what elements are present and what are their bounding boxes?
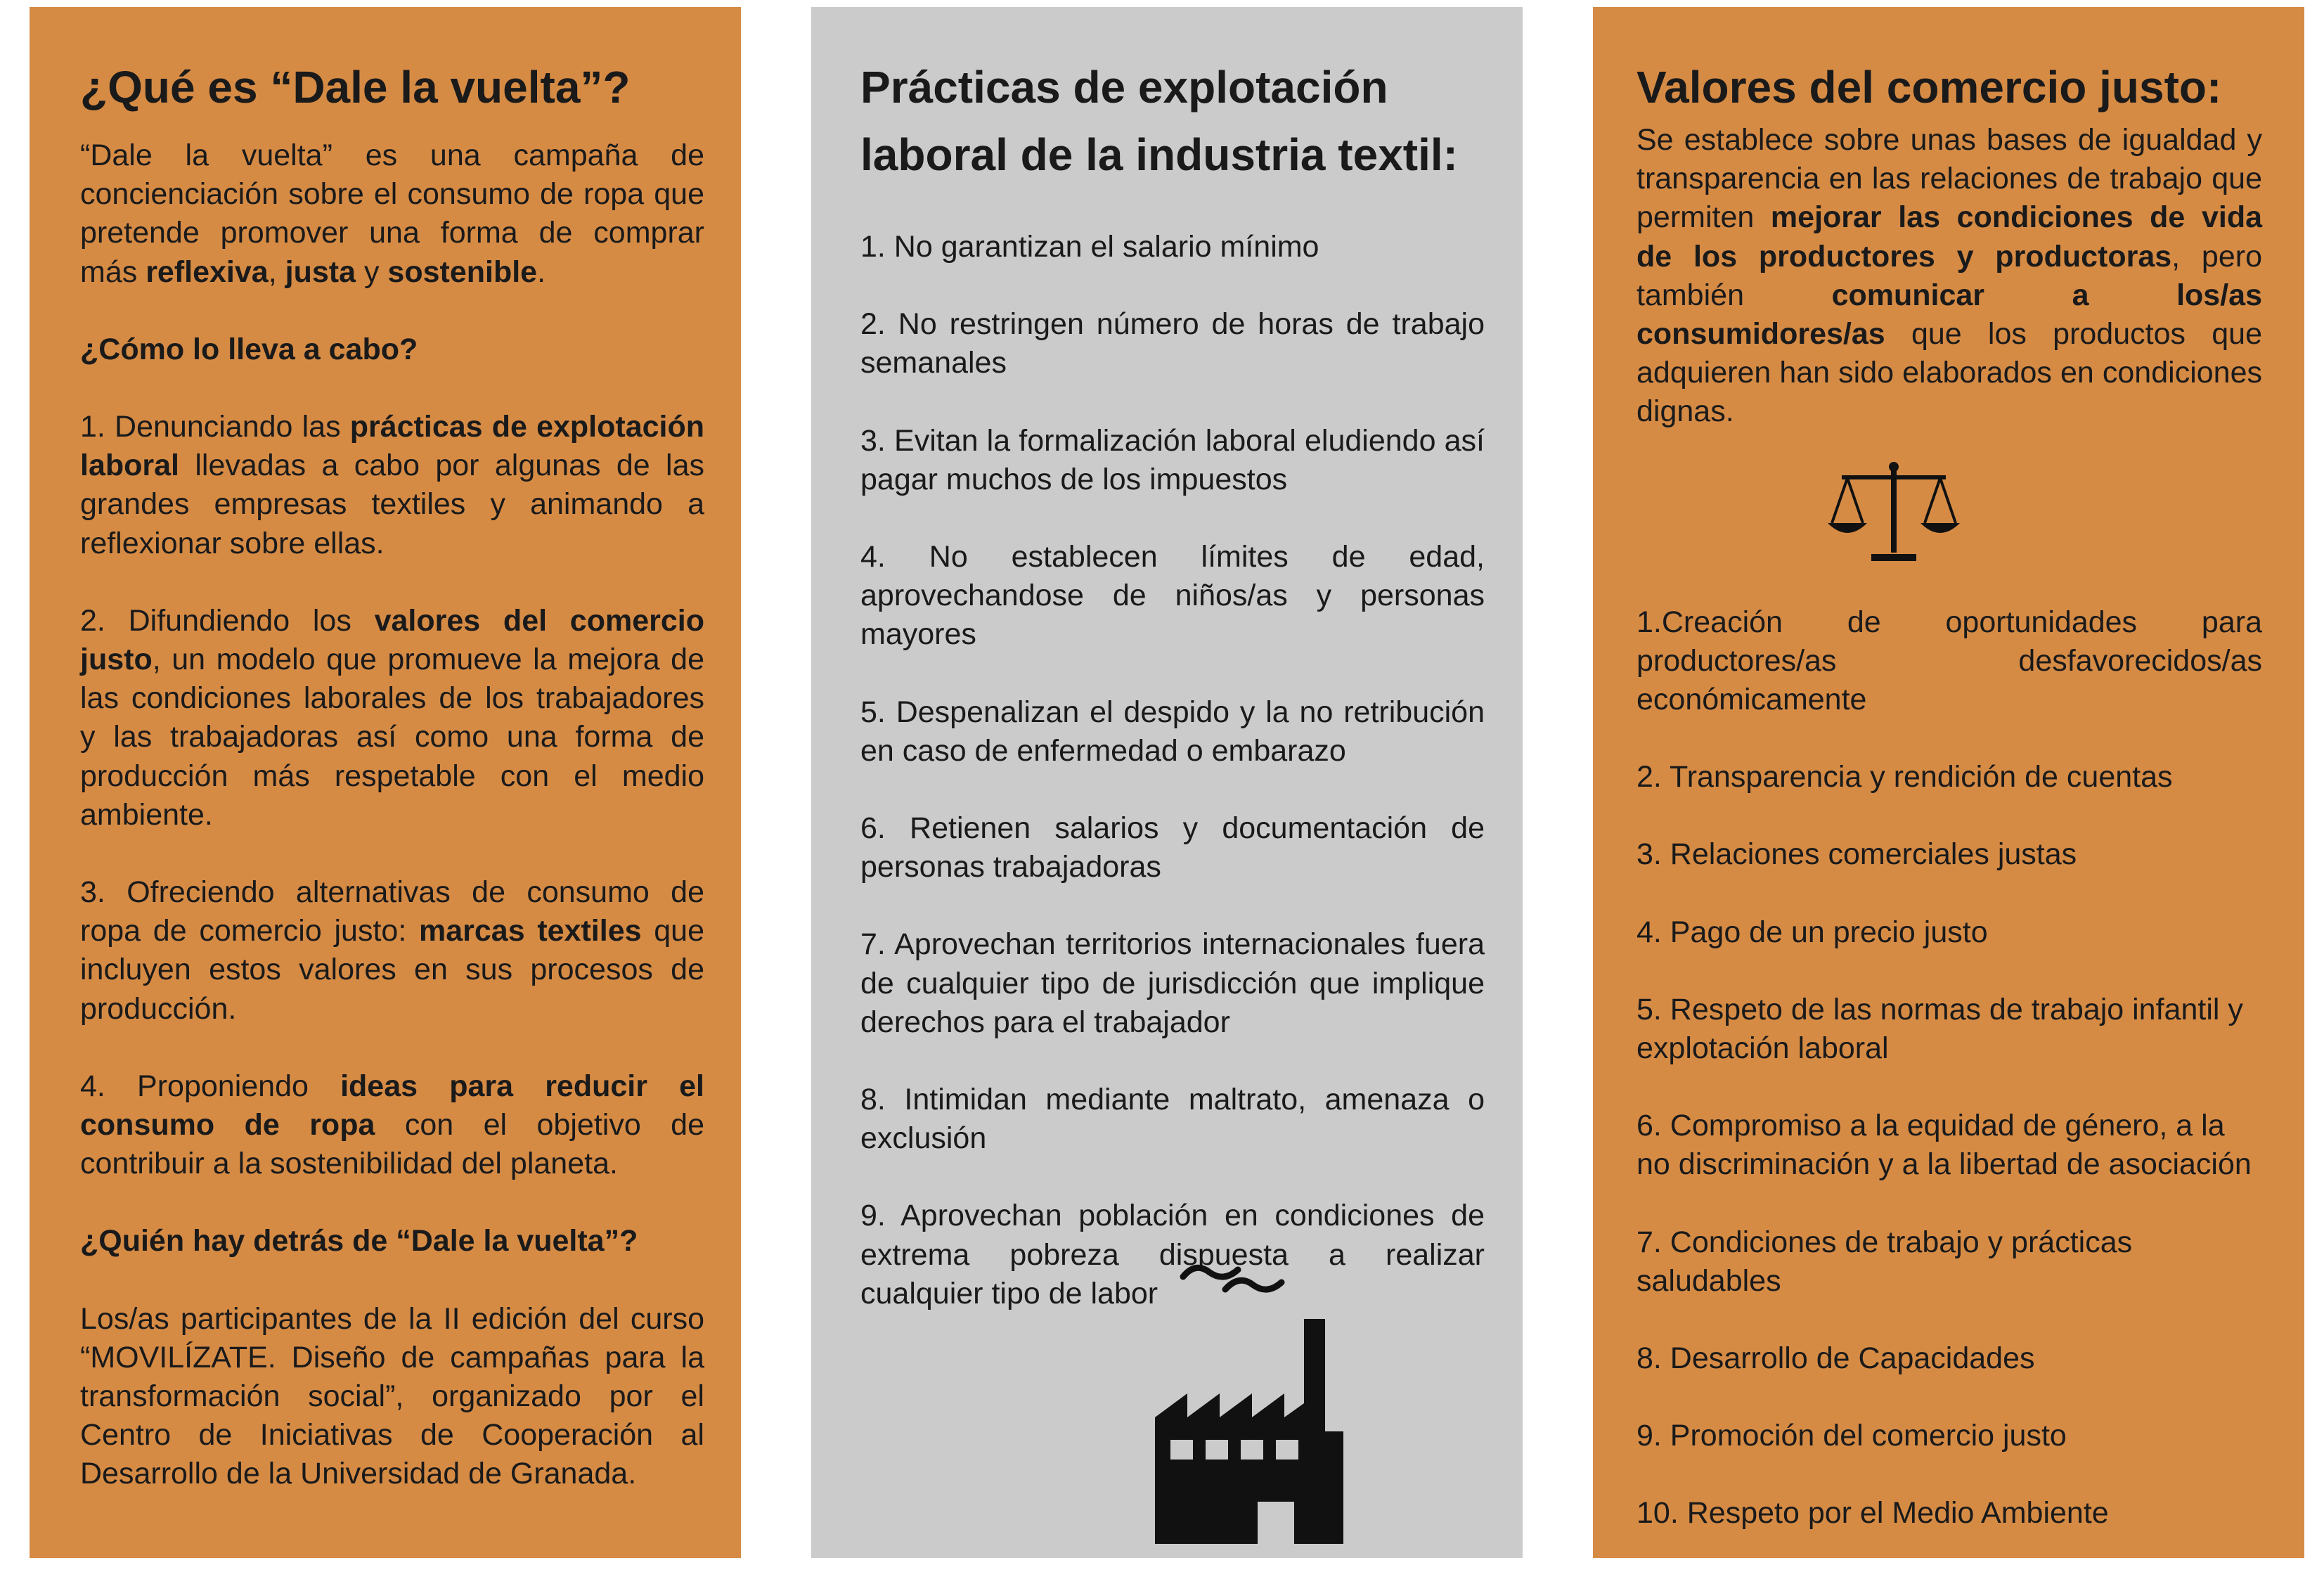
valores-intro-bold: mejorar las condiciones de vida de los productores y productoras	[1637, 200, 2262, 273]
intro-paragraph	[80, 136, 704, 292]
panel-que-es-content	[80, 53, 704, 1494]
practica-item: 7. Aprovechan territorios internacionales fuera de cualquier tipo de jurisdicción que implique derechos para el trabajador	[860, 927, 1485, 1039]
intro-sep: y	[356, 255, 388, 289]
panel-practicas-content	[860, 53, 1485, 1352]
valores-intro	[1637, 121, 2262, 432]
practica-item: 5. Despenalizan el despido y la no retribución en caso de enfermedad o embarazo	[860, 695, 1485, 768]
valor-item: 1.Creación de oportunidades para productores/as desfavorecidos/as económicamente	[1637, 605, 2262, 717]
how-item	[80, 873, 704, 1029]
valor-item: 3. Relaciones comerciales justas	[1637, 837, 2077, 872]
how-item	[80, 408, 704, 563]
factory-icon	[1155, 1256, 1359, 1551]
how-item-text: con el objetivo de contribuir a la sostenibilidad del planeta.	[80, 1108, 705, 1181]
panel-valores-title: Valores del comercio justo:	[1637, 62, 2222, 112]
panel-que-es-title: ¿Qué es “Dale la vuelta”?	[80, 62, 631, 112]
panel-valores-content	[1637, 53, 2262, 1572]
who-paragraph: Los/as participantes de la II edición del curso “MOVILÍZATE. Diseño de campañas para la transformación social”, organizado por el Centro de Iniciativas de Cooperación al Desarrollo de la Universidad de Granada.	[80, 1301, 704, 1491]
valor-item: 5. Respeto de las normas de trabajo infantil y explotación laboral	[1637, 992, 2243, 1066]
panel-practicas-title: Prácticas de explotación laboral de la industria textil:	[860, 62, 1458, 180]
how-item-bold: ideas para reducir el consumo de ropa	[80, 1069, 705, 1142]
intro-bold-reflexiva: reflexiva	[146, 255, 269, 289]
intro-bold-justa: justa	[285, 255, 356, 289]
practica-item: 1. No garantizan el salario mínimo	[860, 230, 1319, 264]
how-item-text: llevadas a cabo por algunas de las grandes empresas textiles y animando a reflexionar sobre ellas.	[80, 449, 704, 560]
how-item-text: 4. Proponiendo	[80, 1069, 341, 1103]
how-item-bold: prácticas de explotación laboral	[80, 410, 705, 483]
intro-end: .	[537, 255, 546, 289]
practica-item: 6. Retienen salarios y documentación de personas trabajadoras	[860, 811, 1485, 884]
how-item	[80, 602, 704, 835]
valores-intro-text: Se establece sobre unas bases de igualdad y transparencia en las relaciones de trabajo que permiten	[1637, 123, 2262, 235]
valor-item: 4. Pago de un precio justo	[1637, 915, 1988, 949]
practicas-list	[860, 228, 1485, 1313]
practica-item: 8. Intimidan mediante maltrato, amenaza o exclusión	[860, 1083, 1485, 1156]
valor-item: 2. Transparencia y rendición de cuentas	[1637, 760, 2173, 794]
valores-intro-bold: comunicar a los/as consumidores/as	[1637, 278, 2262, 352]
valores-intro-text: , pero también	[1637, 239, 2262, 312]
how-item-text: 3. Ofreciendo alternativas de consumo de ropa de comercio justo:	[80, 875, 704, 948]
how-item-bold: marcas textiles	[418, 914, 642, 948]
how-heading: ¿Cómo lo lleva a cabo?	[80, 332, 418, 366]
valores-list	[1637, 603, 2262, 1533]
scale-icon	[1826, 460, 1960, 565]
panel-valores	[1593, 7, 2304, 1558]
valor-item: 7. Condiciones de trabajo y prácticas saludables	[1637, 1225, 2133, 1298]
who-heading: ¿Quién hay detrás de “Dale la vuelta”?	[80, 1224, 638, 1258]
how-item-text: que incluyen estos valores en sus procesos de producción.	[80, 914, 704, 1026]
valores-intro-text: que los productos que adquieren han sido elaborados en condiciones dignas.	[1637, 317, 2262, 429]
how-item-text: 1. Denunciando las	[80, 410, 350, 444]
valor-item: 6. Compromiso a la equidad de género, a la no discriminación y a la libertad de asociación	[1637, 1109, 2252, 1182]
valor-item: 8. Desarrollo de Capacidades	[1637, 1341, 2035, 1376]
how-item-text: , un modelo que promueve la mejora de las condiciones laborales de los trabajadores y las trabajadoras así como una forma de producción más respetable con el medio ambiente.	[80, 643, 704, 832]
practica-item: 2. No restringen número de horas de trabajo semanales	[860, 307, 1485, 380]
panel-practicas	[811, 7, 1523, 1558]
valor-item: 9. Promoción del comercio justo	[1637, 1419, 2067, 1453]
how-item-text: 2. Difundiendo los	[80, 603, 375, 638]
practica-item: 9. Aprovechan población en condiciones de extrema pobreza dispuesta a realizar cualquier tipo de labor	[860, 1199, 1485, 1310]
panel-que-es	[30, 7, 741, 1558]
practica-item: 4. No establecen límites de edad, aprovechandose de niños/as y personas mayores	[860, 540, 1485, 652]
intro-bold-sostenible: sostenible	[387, 255, 538, 289]
intro-sep: ,	[268, 255, 285, 289]
valor-item: 10. Respeto por el Medio Ambiente	[1637, 1496, 2109, 1531]
how-item-bold: valores del comercio justo	[80, 603, 704, 677]
practica-item: 3. Evitan la formalización laboral eludiendo así pagar muchos de los impuestos	[860, 423, 1485, 496]
intro-text: “Dale la vuelta” es una campaña de concienciación sobre el consumo de ropa que pretende promover una forma de comprar más	[80, 138, 704, 289]
how-item	[80, 1067, 704, 1184]
